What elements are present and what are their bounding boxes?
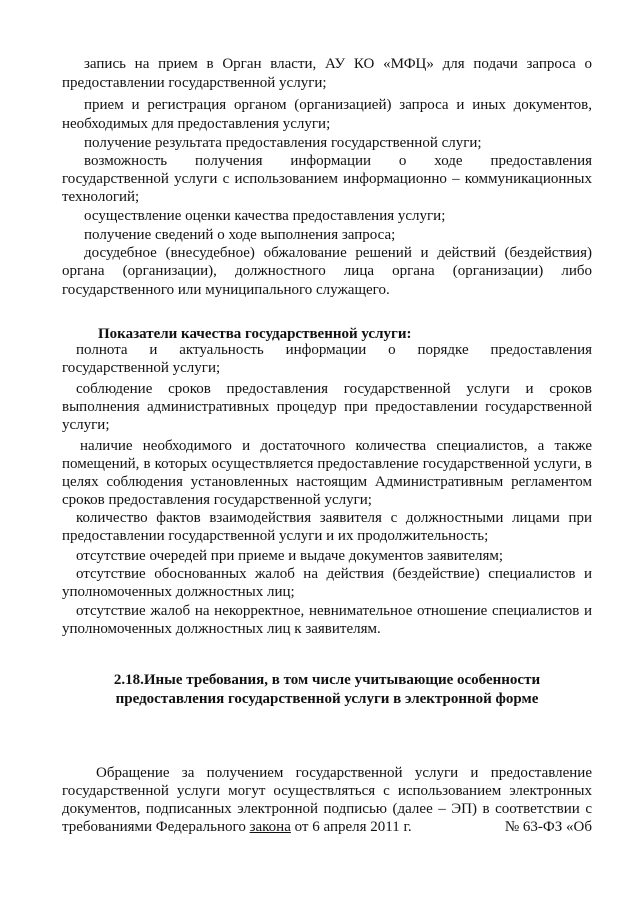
text-line: наличие необходимого и достаточного количества специалистов, а также [80, 438, 592, 454]
text-line: количество фактов взаимодействия заявителя с должностными лицами при [76, 510, 592, 526]
section-subheading: Показатели качества государственной услуги: [98, 326, 412, 342]
text-line: государственной услуги могут осуществляться с использованием электронных [62, 783, 592, 799]
law-link[interactable]: закона [249, 819, 291, 835]
text-line: уполномоченных должностных лиц; [62, 584, 295, 600]
text-line: запись на прием в Орган власти, АУ КО «МФЦ» для подачи запроса о [84, 56, 592, 72]
section-heading: предоставления государственной услуги в электронной форме [115, 691, 539, 707]
text-line: полнота и актуальность информации о порядке предоставления [76, 342, 592, 358]
text-line: целях соблюдения установленных настоящим Административным регламентом [62, 474, 592, 490]
text-line: досудебное (внесудебное) обжалование решений и действий (бездействия) [84, 245, 592, 261]
text-line: Обращение за получением государственной услуги и предоставление [96, 765, 592, 781]
text-fragment: от 6 апреля 2011 г. [294, 819, 412, 835]
text-line: необходимых для предоставления услуги; [62, 116, 331, 132]
text-line: государственного или муниципального служащего. [62, 282, 390, 298]
text-line: сроков предоставления государственной услуги; [62, 492, 372, 508]
section-heading: 2.18.Иные требования, в том числе учитывающие особенности [113, 672, 541, 688]
text-line: предоставлении государственной услуги; [62, 75, 327, 91]
text-line: отсутствие очередей при приеме и выдаче документов заявителям; [76, 548, 504, 564]
text-line: государственной услуги; [62, 360, 221, 376]
text-line: документов, подписанных электронной подписью (далее – ЭП) в соответствии с [62, 801, 592, 817]
text-line [62, 818, 592, 837]
text-line: государственной услуги с использованием информационно – коммуникационных [62, 171, 592, 187]
text-line: возможность получения информации о ходе предоставления [84, 153, 592, 169]
text-line: технологий; [62, 189, 140, 205]
text-fragment: № 63-ФЗ «Об [504, 819, 592, 835]
text-line: выполнения административных процедур при предоставлении государственной [62, 399, 592, 415]
text-line: соблюдение сроков предоставления государственной услуги и сроков [76, 381, 592, 397]
text-line: уполномоченных должностных лиц к заявителям. [62, 621, 381, 637]
text-line: прием и регистрация органом (организацией) запроса и иных документов, [84, 97, 592, 113]
text-line: получение результата предоставления государственной слуги; [84, 135, 482, 151]
text-line: отсутствие обоснованных жалоб на действия (бездействие) специалистов и [76, 566, 592, 582]
text-line: предоставлении государственной услуги и их продолжительность; [62, 528, 489, 544]
text-line: получение сведений о ходе выполнения запроса; [84, 227, 396, 243]
text-fragment: требованиями Федерального [62, 819, 246, 835]
text-line: отсутствие жалоб на некорректное, невнимательное отношение специалистов и [76, 603, 592, 619]
text-line: органа (организации), должностного лица органа (организации) либо [62, 263, 592, 279]
text-line: услуги; [62, 417, 110, 433]
text-line: осуществление оценки качества предоставления услуги; [84, 208, 446, 224]
text-line: помещений, в которых осуществляется предоставление государственной услуги, в [62, 456, 592, 472]
